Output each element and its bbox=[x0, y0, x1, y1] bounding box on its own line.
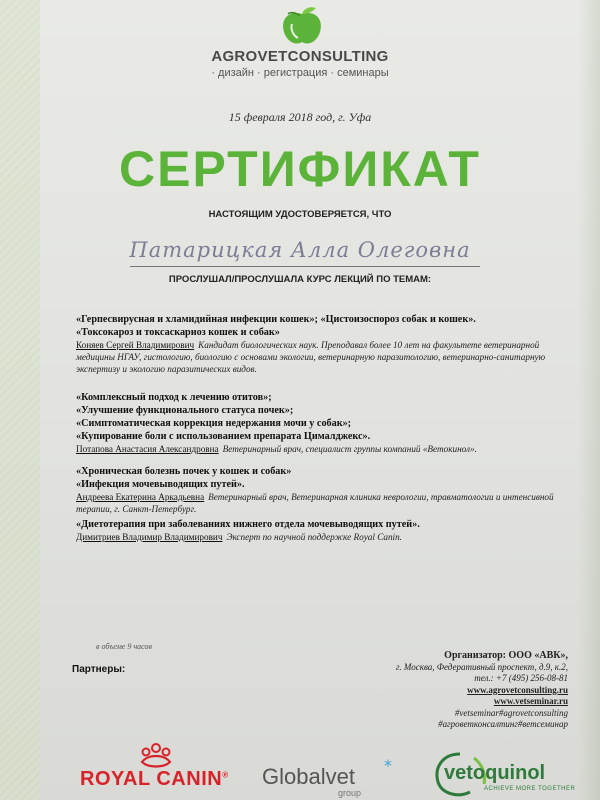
lecture-topic: «Токсокароз и токсаскариоз кошек и собак» bbox=[76, 327, 280, 338]
issue-date: 15 февраля 2018 год, г. Уфа bbox=[228, 110, 372, 124]
lecture-block bbox=[76, 313, 554, 375]
lecturer-name: Коняев Сергей Владимирович bbox=[76, 340, 195, 350]
lecturer-description: Ветеринарный врач, специалист группы компаний «Ветокинол». bbox=[222, 444, 477, 454]
lecture-topic: «Диетотерапия при заболеваниях нижнего отдела мочевыводящих путей». bbox=[76, 519, 420, 530]
certifies-text: НАСТОЯЩИМ УДОСТОВЕРЯЕТСЯ, ЧТО bbox=[208, 209, 392, 220]
certificate-title: СЕРТИФИКАТ bbox=[119, 141, 481, 197]
organizer-label: Организатор: ООО «АВК», bbox=[444, 650, 568, 661]
website-link[interactable]: www.vetseminar.ru bbox=[493, 696, 568, 706]
lecturer-info bbox=[76, 491, 554, 515]
partners-label: Партнеры: bbox=[72, 664, 126, 675]
apple-logo-icon bbox=[270, 4, 334, 48]
lecturer-name: Потапова Анастасия Александровна bbox=[76, 444, 219, 454]
hashtags: #vetseminar#agrovetconsulting bbox=[454, 707, 568, 718]
globalvet-star-icon: * bbox=[384, 756, 392, 775]
brand-name: AGROVETCONSULTING bbox=[211, 48, 389, 65]
recipient-name: Патарицкая Алла Олеговна bbox=[129, 238, 471, 262]
globalvet-group-text: group bbox=[338, 788, 362, 798]
royal-canin-wordmark: ROYAL CANIN bbox=[80, 768, 223, 790]
website-link[interactable]: www.agrovetconsulting.ru bbox=[467, 684, 568, 695]
course-hours: в объеме 9 часов bbox=[96, 642, 152, 651]
lecture-topic: «Хроническая болезнь почек у кошек и собак» bbox=[76, 466, 292, 477]
lecture-topic: «Инфекция мочевыводящих путей». bbox=[76, 479, 245, 490]
course-intro: ПРОСЛУШАЛ/ПРОСЛУШАЛА КУРС ЛЕКЦИЙ ПО ТЕМАМ: bbox=[168, 274, 432, 285]
lecturer-description: Кандидат биологических наук. Преподавал более 10 лет на факультете ветеринарной медицины НГАУ, гистологию, биологию с основами экологии, ветеринарную паразитологию, ветеринарно-санитарную экспертизу и экологию паразитических видов. bbox=[76, 340, 546, 374]
royal-canin-crown-icon bbox=[132, 740, 180, 770]
lecture-topic: «Купирование боли с использованием препарата Цималджекс». bbox=[76, 431, 371, 442]
globalvet-logo: Globalvet bbox=[262, 764, 355, 789]
organizer-address: г. Москва, Федеративный проспект, д.9, к.2, bbox=[395, 661, 568, 672]
lecture-block bbox=[76, 518, 554, 543]
lecturer-name: Андреева Екатерина Аркадьевна bbox=[76, 492, 205, 502]
organizer-info bbox=[308, 650, 568, 731]
lecture-topic: «Герпесвирусная и хламидийная инфекции кошек»; «Цистоизоспороз собак и кошек». bbox=[76, 314, 476, 325]
lecturer-info bbox=[76, 531, 554, 543]
organizer-phone: тел.: +7 (495) 256-08-81 bbox=[474, 673, 568, 683]
lecturer-info bbox=[76, 339, 554, 375]
lecturer-name: Димитриев Владимир Владимирович bbox=[76, 532, 223, 542]
lecture-block bbox=[76, 391, 554, 455]
lecture-topic: «Симптоматическая коррекция недержания мочи у собак»; bbox=[76, 418, 352, 429]
lecturer-description: Эксперт по научной поддержке Royal Canin. bbox=[226, 532, 402, 542]
lecture-topic: «Комплексный подход к лечению отитов»; bbox=[76, 392, 272, 403]
hashtags: #агроветконсалтинг#ветсеминар bbox=[438, 719, 568, 729]
royal-canin-logo bbox=[80, 768, 229, 791]
lecturer-description: Ветеринарный врач, Ветеринарная клиника неврологии, травматологии и интенсивной терапии, г. Санкт-Петербург. bbox=[76, 492, 554, 514]
lecturer-info bbox=[76, 443, 554, 455]
name-underline bbox=[130, 266, 480, 267]
vetoquinol-tagline: ACHIEVE MORE TOGETHER bbox=[484, 786, 576, 792]
vetoquinol-logo: vetoquinol bbox=[444, 762, 546, 784]
brand-tagline: · дизайн · регистрация · семинары bbox=[211, 67, 389, 79]
royal-canin-registered-mark: ® bbox=[222, 770, 229, 780]
lecture-topic: «Улучшение функционального статуса почек»; bbox=[76, 405, 294, 416]
lecture-block bbox=[76, 465, 554, 515]
